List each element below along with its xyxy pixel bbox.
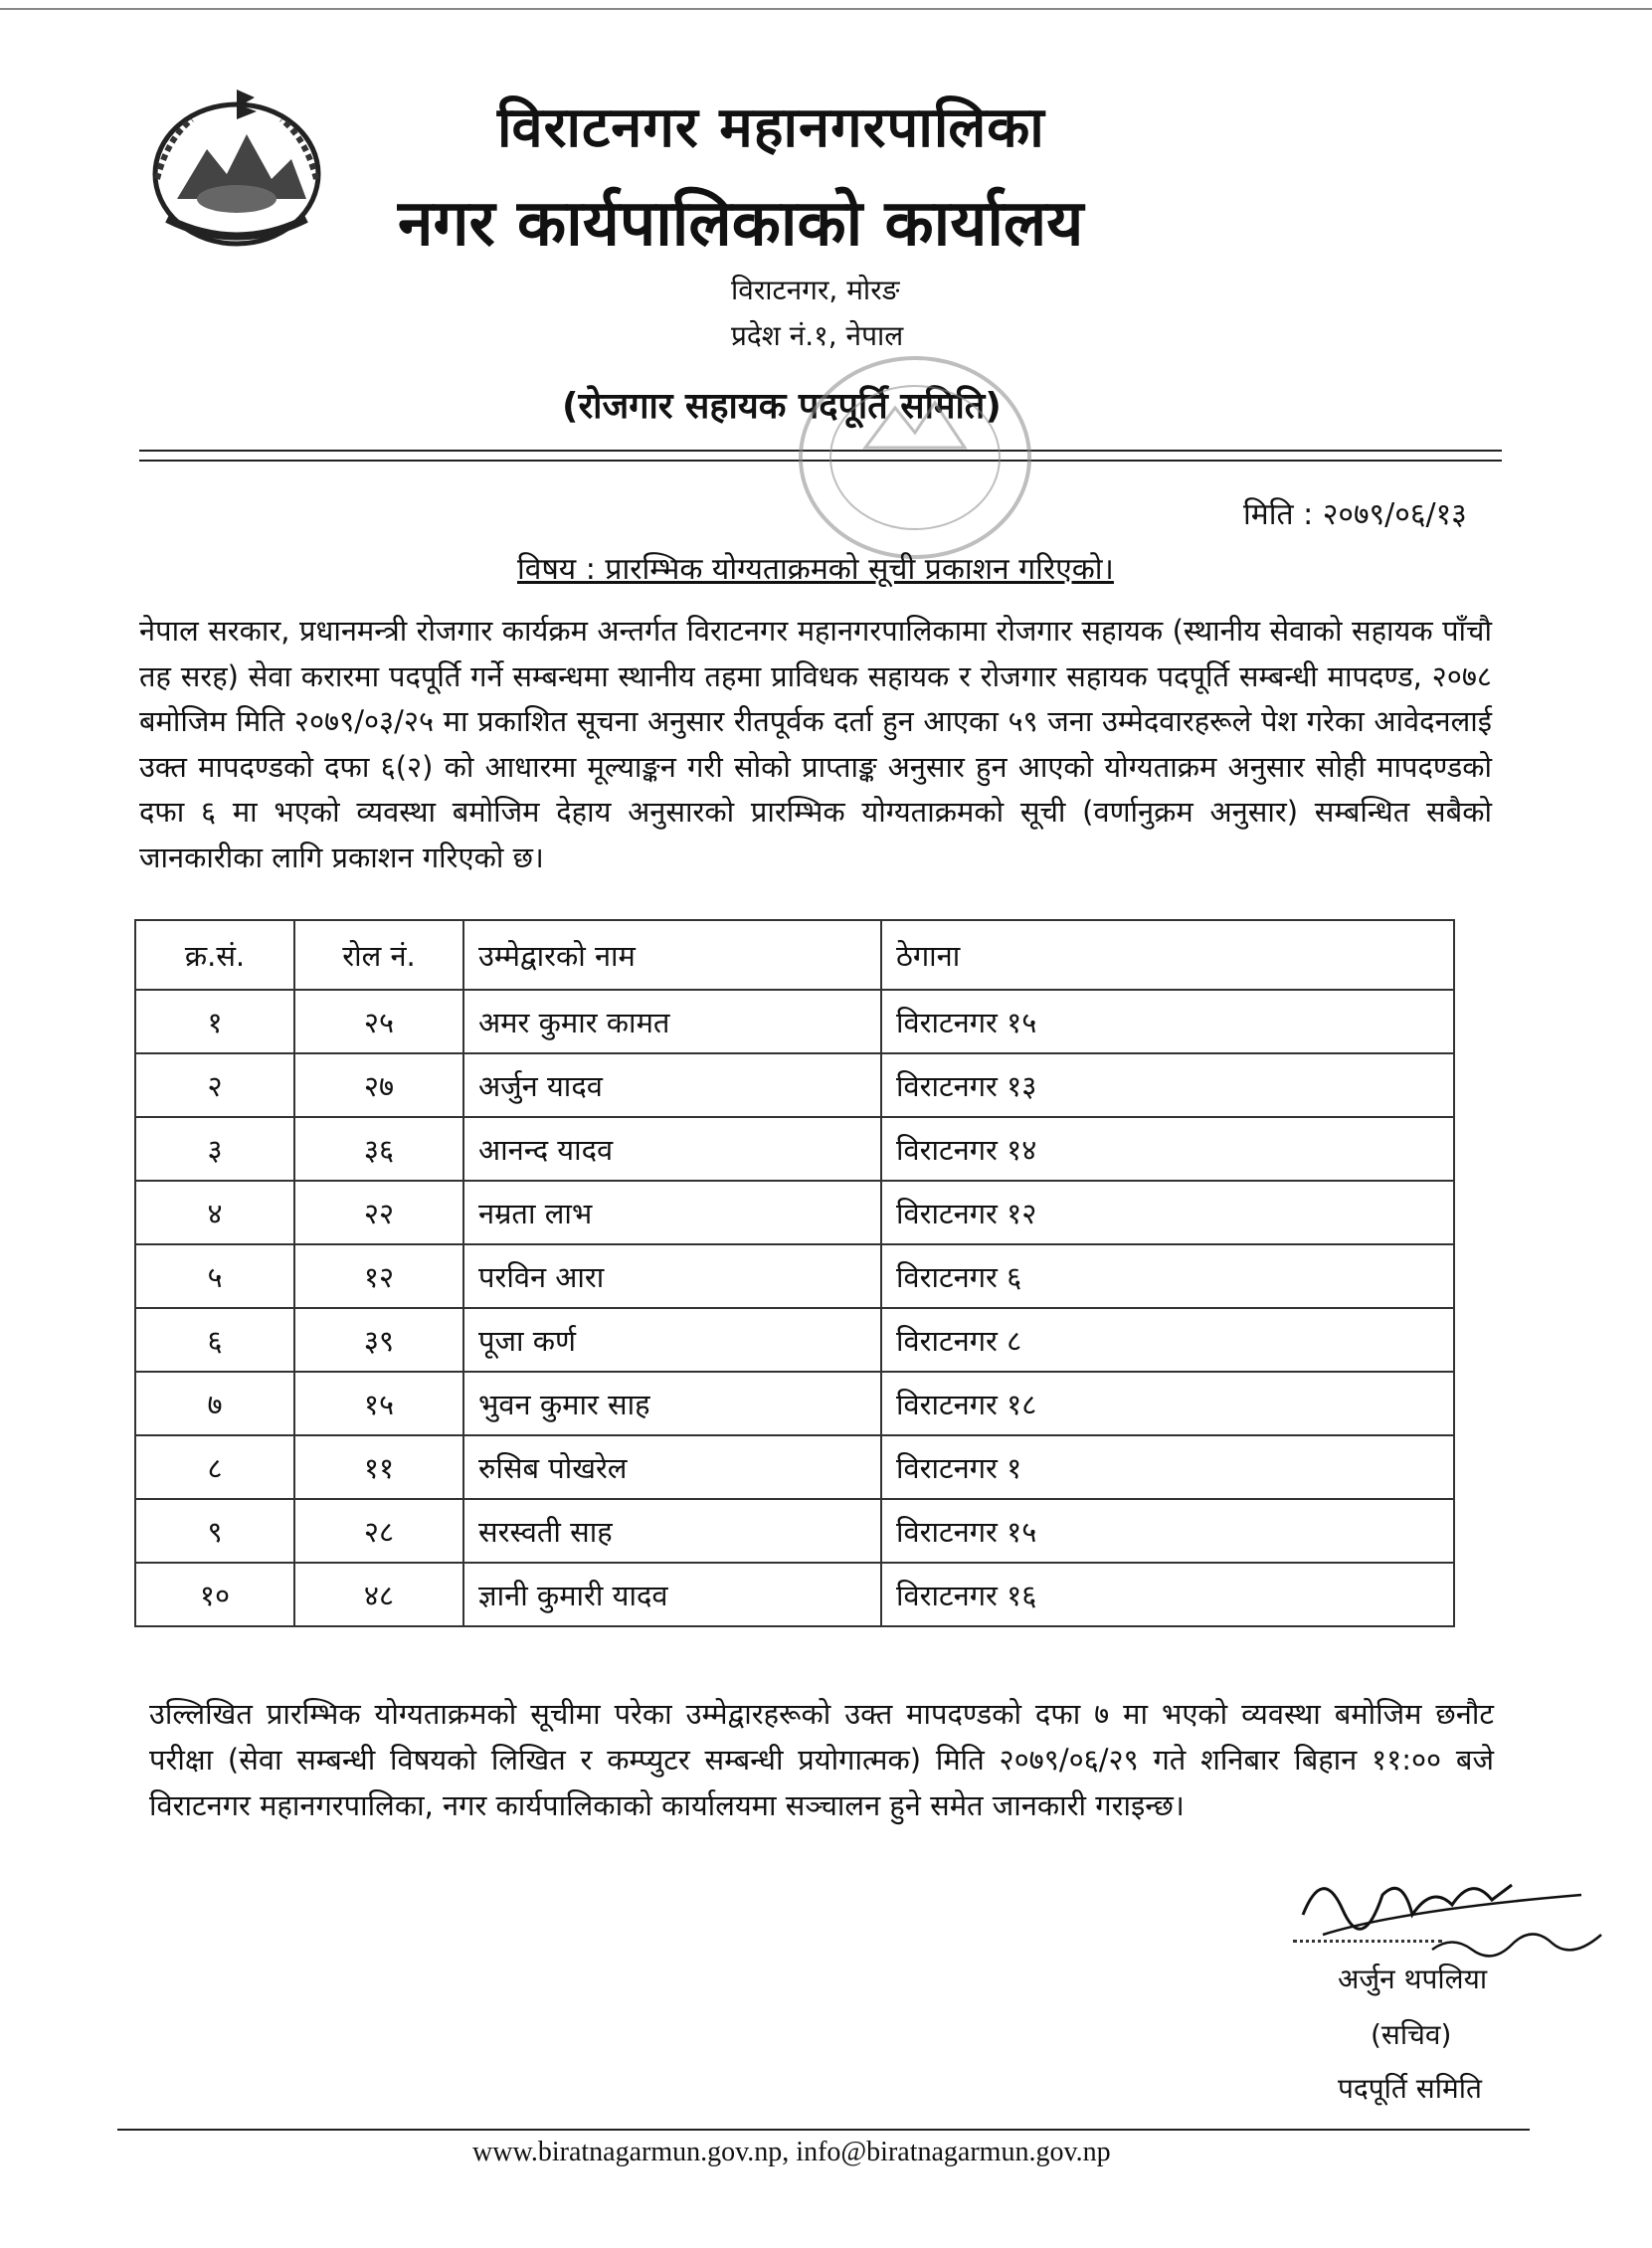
table-row [135,1181,1454,1244]
name-cell: आनन्द यादव [463,1117,881,1181]
serial-cell: ५ [135,1244,294,1308]
address-cell: विराटनगर १५ [881,1499,1454,1563]
office-stamp-icon [786,338,1044,577]
table-row [135,990,1454,1053]
roll-cell: २७ [294,1053,463,1117]
header-address: ठेगाना [881,920,1454,990]
notice-subject: विषय : प्रारम्भिक योग्यताक्रमको सूची प्रकाशन गरिएको। [517,552,1114,587]
serial-cell: ४ [135,1181,294,1244]
address-cell: विराटनगर १ [881,1435,1454,1499]
committee-heading: (रोजगार सहायक पदपूर्ति समिति) [562,386,1002,427]
name-cell: परविन आरा [463,1244,881,1308]
table-row [135,1499,1454,1563]
roll-cell: ३९ [294,1308,463,1372]
roll-cell: २८ [294,1499,463,1563]
address-cell: विराटनगर १२ [881,1181,1454,1244]
address-cell: विराटनगर १८ [881,1372,1454,1435]
table-row [135,1372,1454,1435]
roll-cell: ४८ [294,1563,463,1626]
roll-cell: ३६ [294,1117,463,1181]
name-cell: अमर कुमार कामत [463,990,881,1053]
serial-cell: २ [135,1053,294,1117]
municipality-title: विराटनगर महानगरपालिका [497,95,1045,160]
address-cell: विराटनगर १३ [881,1053,1454,1117]
header-roll-number: रोल नं. [294,920,463,990]
header-candidate-name: उम्मेद्वारको नाम [463,920,881,990]
address-cell: विराटनगर ८ [881,1308,1454,1372]
address-province: प्रदेश नं.१, नेपाल [731,319,904,352]
table-row [135,1053,1454,1117]
signatory-name: अर्जुन थपलिया [1338,1963,1488,1995]
notice-date: मिति : २०७९/०६/१३ [1243,497,1467,532]
exam-notice-paragraph: उल्लिखित प्रारम्भिक योग्यताक्रमको सूचीमा परेका उम्मेद्वारहरूको उक्त मापदण्डको दफा ७ मा भएको व्यवस्था बमोजिम छनौट परीक्षा (सेवा सम्बन्धी विषयको लिखित र कम्प्युटर सम्बन्धी प्रयोगात्मक) मिति २०७९/०६/२९ गते शनिबार बिहान ११:०० बजे विराटनगर महानगरपालिका, नगर कार्यपालिकाको कार्यालयमा सञ्चालन हुने समेत जानकारी गराइन्छ। [149,1697,1494,1822]
name-cell: अर्जुन यादव [463,1053,881,1117]
serial-cell: ८ [135,1435,294,1499]
notice-body-paragraph: नेपाल सरकार, प्रधानमन्त्री रोजगार कार्यक्रम अन्तर्गत विराटनगर महानगरपालिकामा रोजगार सहायक (स्थानीय सेवाको सहायक पाँचौ तह सरह) सेवा करारमा पदपूर्ति गर्ने सम्बन्धमा स्थानीय तहमा प्राविधक सहायक र रोजगार सहायक पदपूर्ति सम्बन्धी मापदण्ड, २०७८ बमोजिम मिति २०७९/०३/२५ मा प्रकाशित सूचना अनुसार रीतपूर्वक दर्ता हुन आएका ५९ जना उम्मेदवारहरूले पेश गरेका आवेदनलाई उक्त मापदण्डको दफा ६(२) को आधारमा मूल्याङ्कन गरी सोको प्राप्ताङ्क अनुसार हुन आएको योग्यताक्रम अनुसार सोही मापदण्डको दफा ६ मा भएको व्यवस्था बमोजिम देहाय अनुसारको प्रारम्भिक योग्यताक्रमको सूची (वर्णानुक्रम अनुसार) सम्बन्धित सबैको जानकारीका लागि प्रकाशन गरिएको छ। [139,614,1492,874]
roll-cell: १२ [294,1244,463,1308]
header-serial: क्र.सं. [135,920,294,990]
serial-cell: ३ [135,1117,294,1181]
table-row [135,1244,1454,1308]
serial-cell: ७ [135,1372,294,1435]
table-row [135,1308,1454,1372]
roll-cell: १५ [294,1372,463,1435]
table-header-row [135,920,1454,990]
roll-cell: २५ [294,990,463,1053]
roll-cell: २२ [294,1181,463,1244]
address-city: विराटनगर, मोरङ [731,274,900,306]
name-cell: भुवन कुमार साह [463,1372,881,1435]
signatory-committee: पदपूर्ति समिति [1338,2072,1482,2105]
name-cell: रुसिब पोखरेल [463,1435,881,1499]
name-cell: पूजा कर्ण [463,1308,881,1372]
handwritten-signature-icon [1283,1855,1621,1974]
name-cell: नम्रता लाभ [463,1181,881,1244]
table-row [135,1563,1454,1626]
candidate-table [134,919,1455,1627]
serial-cell: ९ [135,1499,294,1563]
roll-cell: ११ [294,1435,463,1499]
office-title: नगर कार्यपालिकाको कार्यालय [398,187,1084,261]
serial-cell: १० [135,1563,294,1626]
signature-line [1293,1940,1442,1943]
address-cell: विराटनगर १६ [881,1563,1454,1626]
name-cell: सरस्वती साह [463,1499,881,1563]
serial-cell: ६ [135,1308,294,1372]
nepal-government-emblem-icon [137,80,336,259]
footer-divider [117,2129,1530,2131]
address-cell: विराटनगर ६ [881,1244,1454,1308]
table-row [135,1117,1454,1181]
address-cell: विराटनगर १५ [881,990,1454,1053]
name-cell: ज्ञानी कुमारी यादव [463,1563,881,1626]
serial-cell: १ [135,990,294,1053]
top-edge-rule [0,8,1652,10]
signatory-role: (सचिव) [1371,2018,1452,2051]
table-row [135,1435,1454,1499]
address-cell: विराटनगर १४ [881,1117,1454,1181]
footer-contact: www.biratnagarmun.gov.np, info@biratnagarmun.gov.np [472,2137,1111,2167]
